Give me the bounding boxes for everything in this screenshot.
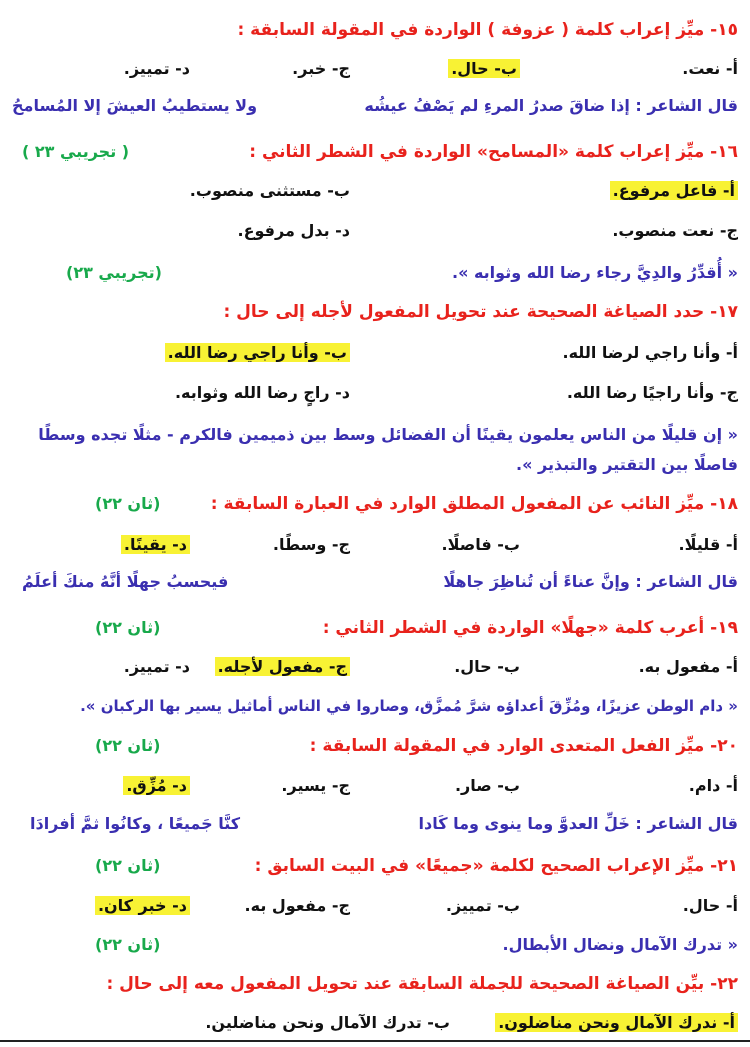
- quote-2-line-1: « إن قليلًا من الناس يعلمون يقينًا أن الفضائل وسط بين ذميمين فالكرم - مثلًا تجده وسطًا: [38, 425, 738, 444]
- verse-3-first-hemistich: قال الشاعر : خَلِّ العدوَّ وما ينوى وما كَادا: [418, 814, 738, 833]
- q21-option-d-highlight: د- خبر كان.: [95, 896, 190, 915]
- q15-option-b-highlight: ب- حال.: [448, 59, 520, 78]
- quote-1: « أُقدِّرُ والدِيَّ رجاء رضا الله وثوابه ».: [451, 263, 738, 282]
- q17-option-b[interactable]: [165, 339, 350, 367]
- q16-option-b[interactable]: ب- مستثنى منصوب.: [189, 181, 350, 200]
- q19-option-c-highlight: ج- مفعول لأجله.: [215, 657, 350, 676]
- q20-source-tag: (ثان ٢٢): [95, 736, 161, 755]
- q15-option-d[interactable]: د- تمييز.: [123, 59, 190, 78]
- q16-option-a-highlight: أ- فاعل مرفوع.: [610, 181, 738, 200]
- quote-4: « تدرك الآمال ونضال الأبطال.: [502, 935, 738, 954]
- q21-option-d[interactable]: [95, 892, 190, 920]
- page-bottom-rule: [0, 1040, 750, 1042]
- q16-option-c[interactable]: ج- نعت منصوب.: [612, 221, 738, 240]
- q16-source-tag: ( تجريبي ٢٣ ): [22, 142, 130, 161]
- question-15: ١٥- ميِّز إعراب كلمة ( عزوفة ) الواردة في المقولة السابقة :: [237, 20, 738, 40]
- q18-option-d[interactable]: [121, 531, 190, 559]
- quote-4-source-tag: (ثان ٢٢): [95, 935, 161, 954]
- q21-option-a[interactable]: أ- حال.: [682, 896, 738, 915]
- question-21: ٢١- ميِّز الإعراب الصحيح لكلمة «جميعًا» في البيت السابق :: [254, 856, 738, 876]
- q18-source-tag: (ثان ٢٢): [95, 494, 161, 513]
- verse-1-first-hemistich: قال الشاعر : إذا ضاقَ صدرُ المرءِ لم يَصْفُ عيشُه: [364, 96, 738, 115]
- q18-option-b[interactable]: ب- فاصلًا.: [441, 535, 520, 554]
- q17-option-b-highlight: ب- وأنا راجي رضا الله.: [165, 343, 350, 362]
- question-19: ١٩- أعرب كلمة «جهلًا» الواردة في الشطر الثاني :: [322, 618, 738, 638]
- q19-option-c[interactable]: [215, 653, 350, 681]
- verse-2-second-hemistich: فيحسبُ جهلًا أنَّهُ منكَ أعلَمُ: [22, 572, 229, 591]
- quote-1-source-tag: (تجريبي ٢٣): [66, 263, 162, 282]
- q21-option-b[interactable]: ب- تمييز.: [445, 896, 520, 915]
- q15-option-a[interactable]: أ- نعت.: [682, 59, 738, 78]
- q16-option-d[interactable]: د- بدل مرفوع.: [237, 221, 350, 240]
- q17-option-a[interactable]: أ- وأنا راجي لرضا الله.: [562, 343, 738, 362]
- q19-source-tag: (ثان ٢٢): [95, 618, 161, 637]
- q20-option-d-highlight: د- مُزِّق.: [123, 776, 190, 795]
- q20-option-a[interactable]: أ- دام.: [688, 776, 738, 795]
- q18-option-d-highlight: د- يقينًا.: [121, 535, 190, 554]
- question-16: ١٦- ميِّز إعراب كلمة «المسامح» الواردة في الشطر الثاني :: [249, 142, 738, 162]
- question-17: ١٧- حدد الصياغة الصحيحة عند تحويل المفعول لأجله إلى حال :: [223, 302, 738, 322]
- q18-option-c[interactable]: ج- وسطًا.: [272, 535, 350, 554]
- q20-option-c[interactable]: ج- يسير.: [281, 776, 350, 795]
- q20-option-b[interactable]: ب- صار.: [454, 776, 520, 795]
- q17-option-c[interactable]: ج- وأنا راجيًا رضا الله.: [566, 383, 738, 402]
- q19-option-a[interactable]: أ- مفعول به.: [638, 657, 738, 676]
- q22-option-b[interactable]: ب- تدرك الآمال ونحن مناضلين.: [205, 1013, 450, 1032]
- verse-2-first-hemistich: قال الشاعر : وإنَّ عناءً أن تُناظِرَ جاهلًا: [443, 572, 738, 591]
- q22-option-a[interactable]: [495, 1009, 738, 1037]
- q20-option-d[interactable]: [123, 772, 190, 800]
- question-20: ٢٠- ميِّز الفعل المتعدى الوارد في المقولة السابقة :: [309, 736, 738, 756]
- question-22: ٢٢- بيِّن الصياغة الصحيحة للجملة السابقة عند تحويل المفعول معه إلى حال :: [106, 974, 738, 994]
- q22-option-a-highlight: أ- ندرك الآمال ونحن مناضلون.: [495, 1013, 738, 1032]
- question-18: ١٨- ميِّز النائب عن المفعول المطلق الوارد في العبارة السابقة :: [210, 494, 738, 514]
- q19-option-d[interactable]: د- تمييز.: [123, 657, 190, 676]
- q19-option-b[interactable]: ب- حال.: [454, 657, 520, 676]
- q21-option-c[interactable]: ج- مفعول به.: [244, 896, 350, 915]
- q15-option-c[interactable]: ج- خبر.: [292, 59, 350, 78]
- q15-option-b[interactable]: [448, 55, 520, 83]
- q16-option-a[interactable]: [610, 177, 738, 205]
- q18-option-a[interactable]: أ- قليلًا.: [678, 535, 738, 554]
- verse-1-second-hemistich: ولا يستطيبُ العيشَ إلا المُسامحُ: [12, 96, 258, 115]
- quote-3: « دام الوطن عزيزًا، ومُزِّقَ أعداؤه شرَّ مُمزَّق، وصاروا في الناس أماثيل يسير بها الركبان ».: [80, 697, 738, 715]
- quote-2-line-2: فاصلًا بين التقتير والتبذير ».: [516, 455, 738, 474]
- q17-option-d[interactable]: د- راجٍ رضا الله وثوابه.: [174, 383, 350, 402]
- verse-3-second-hemistich: كنَّا جَميعًا ، وكانُوا ثمَّ أفرادَا: [30, 814, 241, 833]
- q21-source-tag: (ثان ٢٢): [95, 856, 161, 875]
